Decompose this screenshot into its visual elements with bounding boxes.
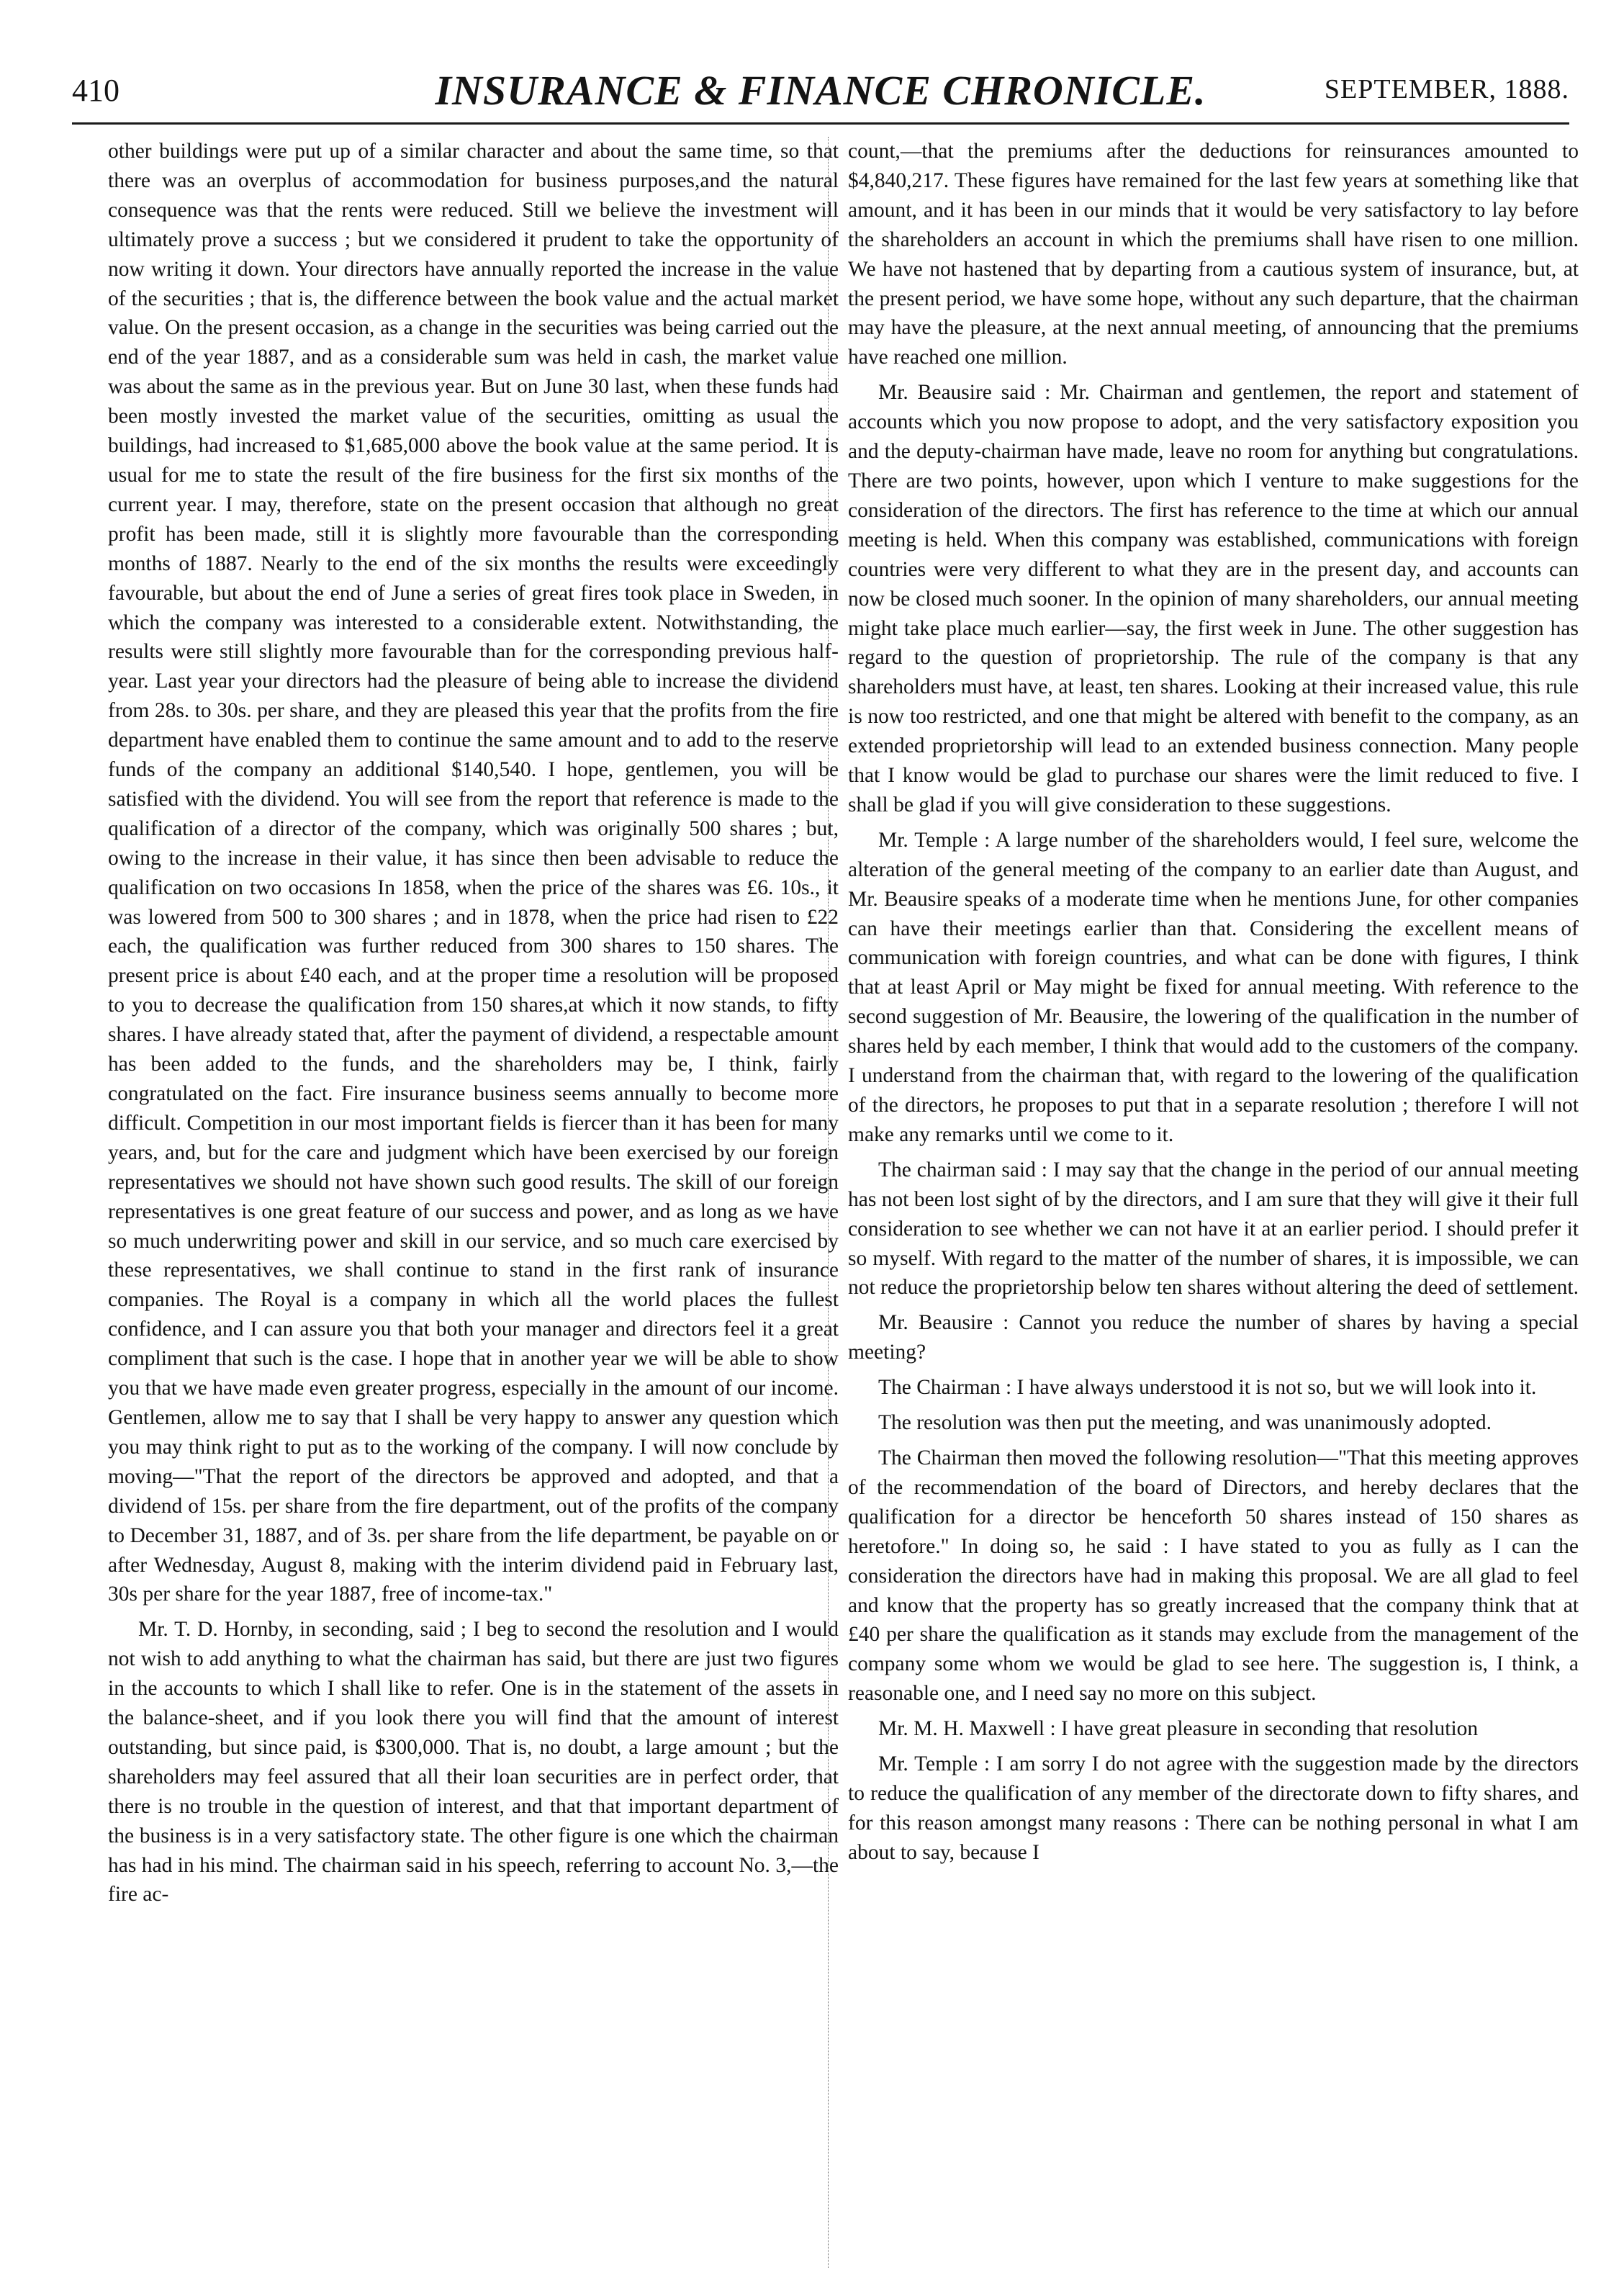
page-header <box>72 66 1569 118</box>
paragraph: The Chairman then moved the following resolution—"That this meeting approves of the recommendation of the board of Directors, and hereby declares that the qualification for a director be henceforth 50 shares instead of 150 shares as heretofore." In doing so, he said : I have stated to you as fully as I can the consideration the directors have had in making this proposal. We are all glad to feel and know that the property has so greatly increased that the company think that at £40 per share the qualification as it stands may exclude from the management of the company some whom we would be glad to see here. The suggestion is, I think, a reasonable one, and I need say no more on this subject. <box>848 1446 1579 1706</box>
right-column <box>848 137 1579 2268</box>
column-divider <box>828 137 829 2268</box>
paragraph: The Chairman : I have always understood it is not so, but we will look into it. <box>878 1376 1537 1400</box>
paragraph: count,—that the premiums after the deductions for reinsurances amounted to $4,840,217. These figures have remained for the last few years at something like that amount, and it has been in our minds that it would be very satisfactory to lay before the shareholders an account in which the premiums shall have risen to one million. We have not hastened that by departing from a cautious system of insurance, but, at the present period, we have some hope, without any such departure, that the chairman may have the pleasure, at the next annual meeting, of announcing that the premiums have reached one million. <box>848 140 1579 369</box>
paragraph: The chairman said : I may say that the change in the period of our annual meeting has not been lost sight of by the directors, and I am sure that they will give it their full consideration to see whether we can not have it at an earlier period. I should prefer it so myself. With regard to the matter of the number of shares, it is impossible, we can not reduce the proprietorship below ten shares without altering the deed of settlement. <box>848 1158 1579 1300</box>
header-rule <box>72 122 1569 125</box>
journal-title: INSURANCE & FINANCE CHRONICLE. <box>435 67 1206 114</box>
paragraph: Mr. T. D. Hornby, in seconding, said ; I beg to second the resolution and I would not wish to add anything to what the chairman has said, but there are just two figures in the accounts to which I shall like to refer. One is in the statement of the assets in the balance-sheet, and if you look there you will find that the amount of interest outstanding, but since paid, is $300,000. That is, no doubt, a large amount ; but the shareholders may feel assured that all their loan securities are in perfect order, that there is no trouble in the question of interest, and that that important department of the business is in a very satisfactory state. The other figure is one which the chairman has had in his mind. The chairman said in his speech, referring to account No. 3,—the fire ac- <box>108 1618 839 1906</box>
issue-date: SEPTEMBER, 1888. <box>1324 74 1569 104</box>
paragraph: Mr. Temple : A large number of the shareholders would, I feel sure, welcome the alteration of the general meeting of the company to an earlier date than August, and Mr. Beausire speaks of a moderate time when he mentions June, for other companies can have their meetings earlier than that. Considering the excellent means of communication with foreign countries, and what can be done with figures, I think that at least April or May might be fixed for annual meeting. With reference to the second suggestion of Mr. Beausire, the lowering of the qualification in the number of shares held by each member, I think that would add to the customers of the company. I understand from the chairman that, with regard to the lowering of the qualification of the directors, he proposes to put that in a separate resolution ; therefore I will not make any remarks until we come to it. <box>848 828 1579 1146</box>
paragraph: other buildings were put up of a similar character and about the same time, so that there was an overplus of accommodation for business purposes,and the natural consequence was that the rents were reduced. Still we believe the investment will ultimately prove a success ; but we considered it prudent to take the opportunity of now writing it down. Your directors have annually reported the increase in the value of the securities ; that is, the difference between the book value and the actual market value. On the present occasion, as a change in the securities was being carried out the end of the year 1887, and as a considerable sum was held in cash, the market value was about the same as in the previous year. But on June 30 last, when these funds had been mostly invested the market value of the securities, omitting as usual the buildings, had increased to $1,685,000 above the book value at the same period. It is usual for me to state the result of the fire business for the first six months of the current year. I may, therefore, state on the present occasion that although no great profit has been made, still it is slightly more favourable than the corresponding months of 1887. Nearly to the end of the six months the results were exceedingly favourable, but about the end of June a series of great fires took place in Sweden, in which the company was interested to a considerable extent. Notwithstanding, the results were still slightly more favourable than for the corresponding previous half-year. Last year your directors had the pleasure of being able to increase the dividend from 28s. to 30s. per share, and they are pleased this year that the profits from the fire department have enabled them to continue the same amount and to add to the reserve funds of the company an additional $140,540. I hope, gentlemen, you will be satisfied with the dividend. You will see from the report that reference is made to the qualification of a director of the company, which was originally 500 shares ; but, owing to the increase in their value, it has since then been advisable to reduce the qualification on two occasions In 1858, when the price of the shares was £6. 10s., it was lowered from 500 to 300 shares ; and in 1878, when the price had risen to £22 each, the qualification was further reduced from 300 shares to 150 shares. The present price is about £40 each, and at the proper time a resolution will be proposed to you to decrease the qualification from 150 shares,at which it now stands, to fifty shares. I have already stated that, after the payment of dividend, a respectable amount has been added to the funds, and the shareholders may be, I think, fairly congratulated on the fact. Fire insurance business seems annually to become more difficult. Competition in our most important fields is fiercer than it has been for many years, and, but for the care and judgment which have been exercised by our foreign representatives we should not have shown such good results. The skill of our foreign representatives is one great feature of our success and power, and as long as we have so much underwriting power and skill in our service, and so much care exercised by these representatives, we shall continue to stand in the first rank of insurance companies. The Royal is a company in which all the world places the fullest confidence, and I can assure you that both your manager and directors feel it a great compliment that such is the case. I hope that in another year we will be able to show you that we have made even greater progress, especially in the amount of our income. Gentlemen, allow me to say that I shall be very happy to answer any question which you may think right to put as to the working of the company. I will now conclude by moving—"That the report of the directors be approved and adopted, and that a dividend of 15s. per share from the fire department, out of the profits of the company to December 31, 1887, and of 3s. per share from the life department, be payable on or after Wednesday, August 8, making with the interim dividend paid in February last, 30s per share for the year 1887, free of income-tax." <box>108 140 839 1606</box>
paragraph: Mr. Temple : I am sorry I do not agree with the suggestion made by the directors to reduce the qualification of any member of the directorate down to fifty shares, and for this reason amongst many reasons : There can be nothing personal in what I am about to say, because I <box>848 1752 1579 1864</box>
left-column <box>108 137 839 2268</box>
paragraph: Mr. M. H. Maxwell : I have great pleasure in seconding that resolution <box>878 1717 1479 1741</box>
paragraph: Mr. Beausire said : Mr. Chairman and gentlemen, the report and statement of accounts which you now propose to adopt, and the very satisfactory exposition you and the deputy-chairman have made, leave no room for anything but congratulations. There are two points, however, upon which I venture to make suggestions for the consideration of the directors. The first has reference to the time at which our annual meeting is held. When this company was established, communications with foreign countries were very different to what they are in the present day, and accounts can now be closed much sooner. In the opinion of many shareholders, our annual meeting might take place much earlier—say, the first week in June. The other suggestion has regard to the question of proprietorship. The rule of the company is that any shareholders must have, at least, ten shares. Looking at their increased value, this rule is now too restricted, and one that might be altered with benefit to the company, as an extended proprietorship will lead to an extended business connection. Many people that I know would be glad to purchase our shares were the limit reduced to five. I shall be glad if you will give consideration to these suggestions. <box>848 381 1579 816</box>
paragraph: The resolution was then put the meeting, and was unanimously adopted. <box>878 1411 1492 1435</box>
page-number: 410 <box>72 73 119 108</box>
paragraph: Mr. Beausire : Cannot you reduce the number of shares by having a special meeting? <box>848 1311 1579 1364</box>
